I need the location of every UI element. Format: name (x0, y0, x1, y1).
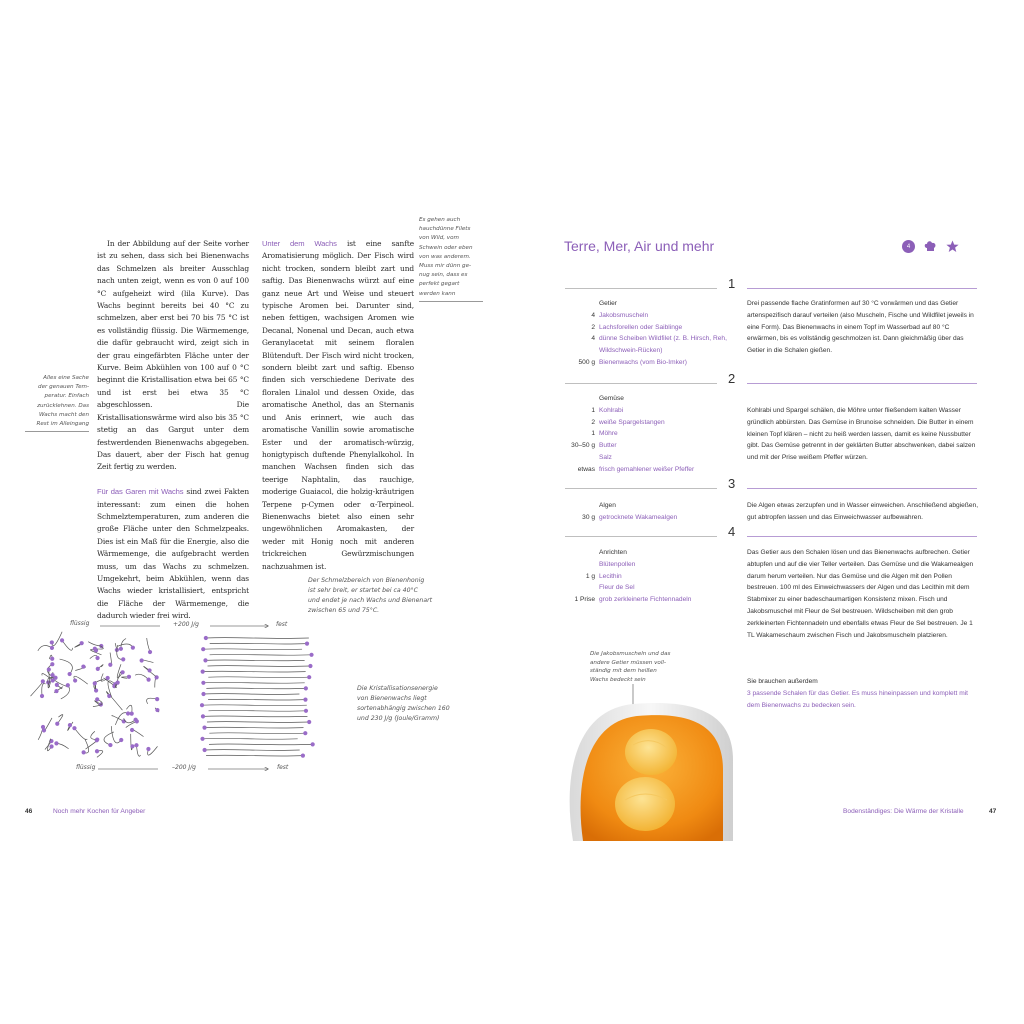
molecule-chain (205, 750, 300, 751)
molecule-head (41, 679, 45, 683)
molecule-head (54, 689, 58, 693)
molecule-head (201, 681, 205, 685)
photo-note: Die Jakobsmuscheln und das andere Getier müssen voll- ständig mit dem heißen Wachs bedeckt sein (590, 651, 671, 683)
molecule-head (126, 711, 130, 715)
ingredient-row (563, 512, 677, 524)
ingredient-name: Lachsforellen oder Saiblinge (599, 323, 683, 331)
molecule-head (304, 686, 308, 690)
diagram-label-liquid-top: flüssig (70, 620, 90, 627)
diagram-label-energy-top: +200 J/g (173, 621, 199, 628)
molecule-head (201, 714, 205, 718)
ingredient-name: grob zerkleinerte Fichtennadeln (599, 596, 692, 604)
molecule-head (147, 668, 151, 672)
molecule-head (108, 743, 112, 747)
ingredient-amount: 4 (591, 335, 595, 343)
ingredient-amount: 500 g (578, 358, 595, 366)
ingredient-amount: 4 (591, 311, 595, 319)
chef-hat-icon (924, 240, 937, 253)
molecule-head (68, 723, 72, 727)
molecule-head (55, 683, 59, 687)
molecule-diagram (30, 610, 360, 780)
ingredient-row (563, 428, 694, 440)
step-rule (747, 488, 977, 489)
molecule-head (201, 647, 205, 651)
molecule-head (116, 681, 120, 685)
ingredient-row (563, 594, 691, 606)
ingredient-amount (563, 559, 599, 571)
step-instructions: Das Getier aus den Schalen lösen und das Bienenwachs aufbrechen. Getier abtupfen und auf die vier Teller verteilen. Das Gemüse und die Wakamealgen darum herum verteilen. Nur das Gemüse und die Algen mit den Pollen bestreuen. 100 ml des Einweichwassers der Algen und das Lecithin mit dem Stabmixer zu einer badeschaumartigen Konsistenz mixen. Fisch und Jakobsmuschel mit Fleur de Sel bestreuen. Wildscheiben mit den grob zerkleinerten Fichtennadeln und ebenfalls etwas Fleur de Sel bestreuen. Je 1 TL Wakameschaum zwischen Fisch und Jakobsmuscheln platzieren. (747, 549, 974, 639)
molecule-chain (206, 638, 309, 639)
ingredient-name: Salz (599, 453, 612, 461)
molecule-chain (205, 660, 304, 661)
molecule-head (134, 743, 138, 747)
running-title-right: Bodenständiges: Die Wärme der Kristalle (843, 808, 964, 815)
molecule-chain (202, 705, 307, 706)
ingredient-row (563, 405, 694, 417)
ingredient-name: Fleur de Sel (599, 584, 635, 592)
molecule-chain (210, 643, 307, 644)
ingredient-amount: 1 g (585, 572, 595, 580)
molecule-chain (209, 733, 305, 734)
step-number: 3 (728, 476, 736, 491)
equipment-text: 3 passende Schalen für das Getier. Es muss hineinpassen und komplett mit dem Bienenwachs zu bedecken sein. (747, 689, 969, 709)
molecule-head (130, 728, 134, 732)
ingredient-amount (563, 452, 599, 464)
star-icon (946, 240, 959, 253)
ingredient-row (563, 559, 691, 571)
molecule-chain (38, 646, 52, 651)
molecule-head (308, 664, 312, 668)
body-column-2 (262, 238, 414, 573)
molecule-head (140, 658, 144, 662)
molecule-head (53, 676, 57, 680)
ingredient-amount (563, 345, 599, 357)
molecule-chain (115, 713, 128, 725)
molecule-head (303, 698, 307, 702)
molecule-head (50, 662, 54, 666)
ingredient-row (563, 357, 727, 369)
molecule-head (130, 712, 134, 716)
ingredient-row (563, 333, 727, 345)
step-rule (565, 488, 717, 489)
molecule-chain (208, 666, 311, 667)
molecule-head (55, 722, 59, 726)
molecule-head (155, 708, 159, 712)
molecule-head (50, 640, 54, 644)
step-number: 2 (728, 371, 736, 386)
ingredient-list (563, 547, 691, 606)
molecule-head (40, 694, 44, 698)
margin-note-left: Alles eine Sache der genauen Tem- peratur. Einfach zurücklehnen. Das Wachs macht den Rest im Alleingang (25, 374, 89, 432)
step-rule (565, 288, 717, 289)
recipe-title: Terre, Mer, Air und mehr (564, 238, 715, 254)
ingredient-amount: 1 (591, 406, 595, 414)
ingredient-name: dünne Scheiben Wildfilet (z. B. Hirsch, Reh, (599, 335, 727, 343)
ingredient-row (563, 582, 691, 594)
molecule-head (108, 663, 112, 667)
diagram-note-melting: Der Schmelzbereich von Bienenhonig ist sehr breit, er startet bei ca 40°C und endet je nach Wachs und Bienenart zwischen 65 und 75°C. (308, 577, 433, 614)
molecule-head (201, 692, 205, 696)
liquid-molecules (31, 632, 160, 758)
running-title-left: Noch mehr Kochen für Angeber (53, 808, 146, 815)
diagram-label-solid-top: fest (276, 621, 288, 628)
molecule-head (49, 744, 53, 748)
molecule-chain (60, 659, 73, 674)
molecule-head (93, 681, 97, 685)
step-number: 1 (728, 276, 736, 291)
paragraph: In der Abbildung auf der Seite vorher ist zu sehen, dass sich bei Bienenwachs das Schmelzen als breiter Ausschlag nach unten zeigt, wenn es von 0 auf 100 °C aufgeheizt wird (lila Kurve). Das Wachs beginnt bereits bei 40 °C zu schmelzen, aber erst bei 70 bis 75 °C ist es vollständig flüssig. Die Wärmemenge, die dafür gebraucht wird, zeigt sich in der grau eingefärbten Fläche unter der Kurve. Beim Abkühlen von 100 auf 0 °C beginnt die Kristallisation etwa bei 65 °C und ist erst bei etwa 35 °C abgeschlossen. Die Kristallisationswärme wird also bis 35 °C stetig an das Gargut unter dem festwerdenden Bienenwachs abgegeben. Das dauert, aber der Fisch hat genug Zeit fertig zu werden. (97, 239, 249, 472)
molecule-head (95, 749, 99, 753)
body-column-1 (97, 238, 249, 623)
ingredient-row (563, 310, 727, 322)
molecule-chain (208, 699, 305, 700)
molecule-head (95, 737, 99, 741)
molecule-chain (203, 682, 304, 683)
molecule-head (201, 670, 205, 674)
molecule-head (50, 646, 54, 650)
molecule-head (94, 688, 98, 692)
ingredient-row (563, 452, 694, 464)
step-rule (747, 288, 977, 289)
step-rule (565, 383, 717, 384)
ingredient-name: Wildschwein-Rücken) (599, 347, 663, 355)
ingredient-amount: 1 Prise (574, 596, 595, 604)
molecule-chain (210, 654, 312, 655)
molecule-chain (74, 728, 87, 739)
molecule-head (66, 683, 70, 687)
step-instructions: Kohlrabi und Spargel schälen, die Möhre unter fließendem kalten Wasser gründlich abbürsten. Das Gemüse in Brunoise schneiden. Die Butter in einem kleinen Topf klären – nicht zu heiß werden lassen, damit es keine Nussbutter gibt. Das Gemüse getrennt in der geklärten Butter abschwenken, dabei salzen und mit der Prise weißem Pfeffer würzen. (747, 407, 976, 462)
ingredient-row (563, 440, 694, 452)
molecule-head (60, 638, 64, 642)
ingredient-amount: 2 (591, 323, 595, 331)
molecule-head (309, 653, 313, 657)
molecule-chain (31, 681, 44, 696)
paragraph: Unter dem Wachs ist eine sanfte Aromatisierung möglich. Der Fisch wird nicht trocken, sondern bleibt zart und saftig. Das Bienenwachs würzt auf eine ganz neue Art und Weise und steuert typische Aromen bei. Darunter sind, neben fettigen, wachsigen Aromen wie Decanal, Nonenal und Decan, auch etwa Geranylacetat mit seinem floralen Blütenduft. Der Fisch wird nicht trocken, sondern bleibt zart und saftig. Ebenso finden sich verschiedene Derivate des floralen Linalol und dessen Oxide, das aromatische Anethol, das an Sternanis und Anis erinnert, wie auch das aromatische Vanillin sowie aromatische Ester und der aromatisch-würzig, honigtypisch duftende Phenylalkohol. In manchen Wachsen finden sich das teerige Naphtalin, das rauchige, moderige Guaiacol, die holzig-kräutrigen Terpene p-Cymen oder α-Terpineol. Bienenwachs bietet also einen sehr ungewöhnlichen Aromakasten, der weder mit Honig noch mit anderen trickreichen Gewürzmischungen nachzuahmen ist. (262, 239, 414, 571)
equipment-note (747, 676, 979, 711)
ingredient-group-heading: Algen (599, 502, 616, 509)
ingredient-amount: etwas (577, 465, 595, 473)
ingredient-name: Kohlrabi (599, 406, 624, 414)
molecule-head (42, 728, 46, 732)
ingredient-list (563, 298, 727, 369)
molecule-head (95, 697, 99, 701)
ingredient-name: Butter (599, 442, 617, 450)
margin-note-right: Es gehen auch hauchdünne Filets von Wild, vom Schwein oder eben von was anderem. Muss mir dünn ge- nug sein, dass es perfekt gegart werden kann (419, 216, 483, 302)
molecule-chain (206, 688, 305, 689)
ingredient-row (563, 417, 694, 429)
molecule-head (304, 709, 308, 713)
molecule-head (121, 670, 125, 674)
molecule-head (80, 641, 84, 645)
ingredient-name: getrocknete Wakamealgen (599, 513, 678, 521)
molecule-head (127, 675, 131, 679)
ingredient-amount: 30–50 g (571, 442, 595, 450)
step-rule (747, 383, 977, 384)
step-rule (747, 536, 977, 537)
molecule-chain (204, 694, 300, 695)
step-rule (565, 536, 717, 537)
molecule-head (81, 665, 85, 669)
ingredient-amount: 2 (591, 418, 595, 426)
molecule-chain (147, 638, 150, 652)
molecule-chain (207, 722, 309, 723)
page-number-left: 46 (25, 808, 33, 815)
molecule-chain (203, 716, 307, 717)
ingredient-group-heading: Gemüse (599, 395, 624, 402)
molecule-head (305, 642, 309, 646)
ingredient-name: Lecithin (599, 572, 622, 580)
molecule-head (301, 754, 305, 758)
molecule-head (72, 726, 76, 730)
molecule-head (155, 697, 159, 701)
molecule-head (134, 718, 138, 722)
molecule-head (146, 678, 150, 682)
molecule-head (47, 667, 51, 671)
molecule-head (130, 744, 134, 748)
diagram-label-liquid-bottom: flüssig (76, 764, 96, 771)
paragraph-heading: Für das Garen mit Wachs (97, 487, 184, 497)
ingredient-amount: 30 g (582, 513, 595, 521)
molecule-head (119, 647, 123, 651)
molecule-head (121, 657, 125, 661)
ingredient-name: Jakobsmuscheln (599, 311, 649, 319)
ingredient-name: Möhre (599, 430, 618, 438)
ingredient-name: frisch gemahlener weißer Pfeffer (599, 465, 695, 473)
molecule-chain (208, 710, 305, 711)
molecule-head (93, 647, 97, 651)
paragraph-heading: Unter dem Wachs (262, 239, 337, 248)
page-number-right: 47 (989, 808, 997, 815)
servings-icon: 4 (902, 240, 915, 253)
molecule-chain (62, 640, 72, 650)
molecule-head (200, 737, 204, 741)
molecule-chain (209, 744, 313, 745)
molecule-head (303, 731, 307, 735)
molecule-head (68, 672, 72, 676)
molecule-head (96, 667, 100, 671)
molecule-head (148, 650, 152, 654)
molecule-head (73, 678, 77, 682)
wax-bowl-photo (563, 700, 733, 841)
diagram-note-crystallization: Die Kristallisationsenergie von Bienenwachs liegt sortenabhängig zwischen 160 und 230 J/g (Joule/Gramm) (357, 685, 450, 722)
molecule-chain (203, 671, 306, 672)
recipe-icons (902, 240, 959, 253)
molecule-head (54, 741, 58, 745)
ingredient-row (563, 322, 727, 334)
molecule-head (307, 720, 311, 724)
step-number: 4 (728, 524, 736, 539)
ingredient-row (563, 345, 727, 357)
molecule-head (307, 675, 311, 679)
ingredient-list (563, 393, 694, 476)
ingredient-name: Blütenpollen (599, 560, 636, 568)
molecule-chain (205, 727, 304, 728)
molecule-head (95, 656, 99, 660)
molecule-head (82, 750, 86, 754)
ingredient-group-heading: Anrichten (599, 549, 627, 556)
molecule-chain (206, 755, 303, 756)
ingredient-row (563, 571, 691, 583)
step-instructions: Die Algen etwas zerzupfen und in Wasser einweichen. Anschließend abgießen, gut abtropfen lassen und das Einweichwasser aufbewahren. (747, 502, 979, 521)
molecule-head (203, 748, 207, 752)
ingredient-name: Bienenwachs (vom Bio-Imker) (599, 358, 687, 366)
ingredient-group-heading: Getier (599, 300, 617, 307)
molecule-chain (203, 738, 298, 739)
molecule-head (203, 658, 207, 662)
ingredient-row (563, 464, 694, 476)
molecule-head (50, 657, 54, 661)
step-instructions: Drei passende flache Gratinformen auf 30 °C vorwärmen und das Getier artenspezifisch darauf verteilen (also Muscheln, Fische und Wildfilet jeweils in eine Form). Das Bienenwachs in einem Topf im Wasserbad auf 80 °C erwärmen, bis es vollständig geschmolzen ist. Dann gleichmäßig über das Getier in die Schalen gießen. (747, 300, 974, 355)
ingredient-amount: 1 (591, 430, 595, 438)
molecule-head (311, 742, 315, 746)
molecule-chain (208, 677, 309, 678)
diagram-label-energy-bottom: –200 J/g (172, 764, 196, 771)
solid-molecules (200, 636, 315, 758)
paragraph: Für das Garen mit Wachs sind zwei Fakten interessant: zum einen die hohen Schmelztemperaturen, zum anderen die große Fläche unter den Schmelzpeaks. Dies ist ein Maß für die Energie, also die Wärmemenge, die aufgebracht werden muss, um das Wachs zu schmelzen. Umgekehrt, beim Abkühlen, wenn das Wachs wieder kristallisiert, entspricht die Fläche der Wärmemenge, die dadurch wieder frei wird. (97, 487, 249, 621)
molecule-head (131, 646, 135, 650)
molecule-head (119, 738, 123, 742)
molecule-head (202, 726, 206, 730)
ingredient-amount (563, 582, 599, 594)
molecule-head (204, 636, 208, 640)
ingredient-list (563, 500, 677, 524)
molecule-chain (135, 674, 148, 679)
equipment-heading: Sie brauchen außerdem (747, 678, 818, 685)
ingredient-name: weiße Spargelstangen (599, 418, 665, 426)
molecule-head (146, 747, 150, 751)
molecule-head (200, 703, 204, 707)
molecule-chain (203, 649, 302, 650)
diagram-label-solid-bottom: fest (277, 764, 289, 771)
